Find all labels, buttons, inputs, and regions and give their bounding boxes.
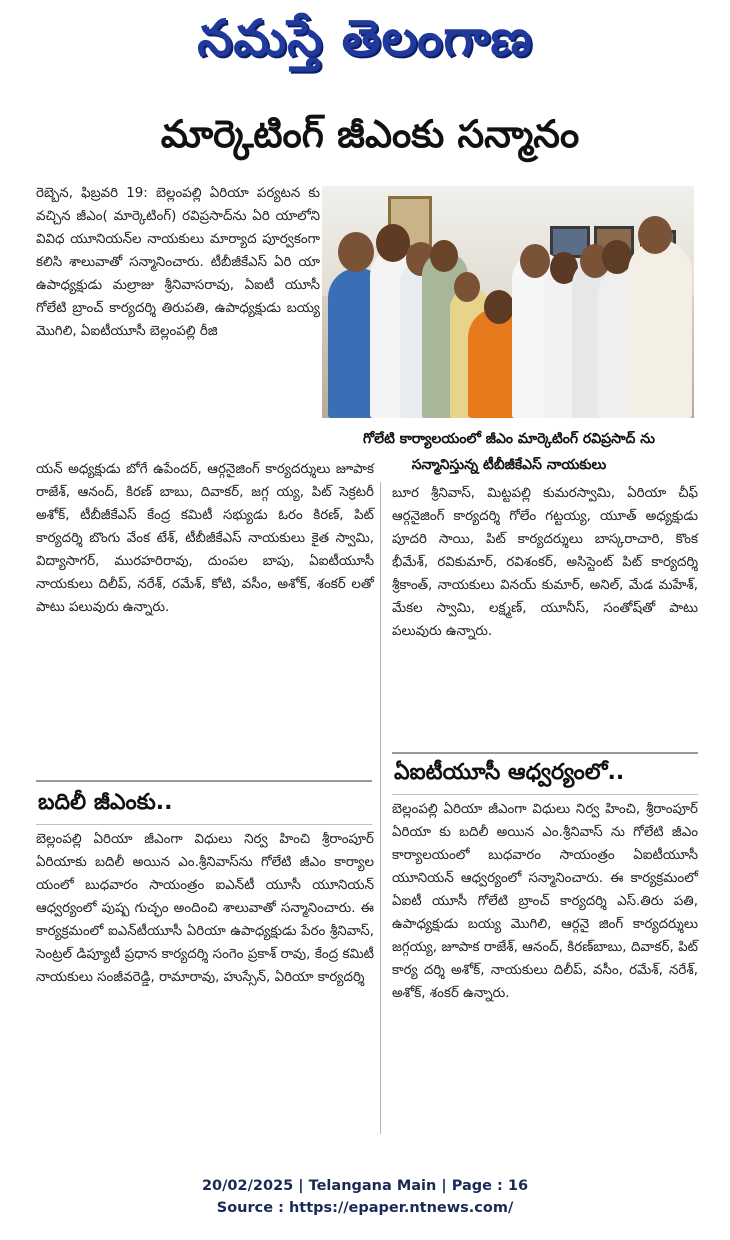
person-head — [338, 232, 374, 272]
section-rule — [36, 824, 372, 825]
article1-para-top: రెబ్బెన, ఫిబ్రవరి 19: బెల్లంపల్లి ఏరియా పర్యటన కు వచ్చిన జీఎం( మార్కెటింగ్) రవిప్రసాద్‌ను ఏరి యాలోని వివిధ యూనియన్‌ల నాయకులు మార్యాద పూర్వకంగా కలిసి శాలువాతో సన్మానించారు. టీబీజీకేఎస్ ఏరి యా ఉపాధ్యక్షుడు మల్రాజు శ్రీనివాసరావు, ఏఐటీ యూసీ గోలేటి బ్రాంచ్ కార్యదర్శి తిరుపతి, ఉపాధ్యక్షుడు బయ్య మొగిలి, ఏఐటీయూసీ బెల్లంపల్లి రీజి — [36, 186, 320, 339]
masthead — [130, 8, 600, 80]
person-figure — [628, 240, 692, 418]
section-rule — [392, 794, 698, 795]
headline: మార్కెటింగ్ జీఎంకు సన్మానం — [160, 112, 580, 156]
subhead-transfer-gm: బదిలీ జీఎంకు.. — [38, 790, 173, 815]
article2-body-column — [36, 828, 374, 989]
caption-line-2: సన్మానిస్తున్న టీబీజీకేఎస్ నాయకులు — [411, 457, 607, 473]
person-head — [520, 244, 550, 278]
person-head — [638, 216, 672, 254]
footer-source: Source : https://epaper.ntnews.com/ — [216, 1200, 514, 1216]
column-divider — [380, 482, 381, 1134]
article1-continued — [36, 458, 374, 619]
section-rule — [392, 752, 698, 754]
caption-line-1: గోలేటి కార్యాలయంలో జీఎం మార్కెటింగ్ రవిప్రసాద్ ను — [363, 431, 655, 447]
article1-para-right: బూర శ్రీనివాస్, మిట్టపల్లి కుమరస్వామి, ఏరియా చీఫ్ ఆర్గనైజింగ్ కార్యదర్శి గోలేం గట్టయ్య, యూత్ అధ్యక్షుడు పూదరి సాయి, పిట్ కార్యదర్శులు బాస్కరాచారి, కొంక భీమేశ్, రవికుమార్, రవిశంకర్, అసిస్టెంట్ పిట్ కార్యదర్శి శ్రీకాంత్, నాయకులు వినయ్ కుమార్, అనిల్, మేడ మహేశ్, మేకల స్వామి, లక్ష్మణ్, యూనీస్, సంతోష్‌తో పాటు పలువురు ఉన్నారు. — [392, 486, 698, 639]
subhead-aituc: ఏఐటీయూసీ ఆధ్వర్యంలో.. — [394, 760, 625, 785]
person-head — [454, 272, 480, 302]
news-photo — [322, 186, 694, 418]
section-rule — [36, 780, 372, 782]
seated-person-head — [484, 290, 514, 324]
person-head — [376, 224, 410, 262]
article3-body: బెల్లంపల్లి ఏరియా జీఎంగా విధులు నిర్వ హించి, శ్రీరాంపూర్ ఏరియా కు బదిలీ అయిన ఎం.శ్రీనివాస్ ను గోలేటి జీఎం కార్యాలయంలో బుధవారం సాయంత్రం ఏఐటీయూసీ యూనియన్ ఆధ్వర్యంలో సన్మానించారు. ఈ కార్యక్రమంలో ఏఐటీ యూసీ గోలేటి బ్రాంచ్ కార్యదర్శి ఎస్.తిరు పతి, ఉపాధ్యక్షుడు బయ్య మొగిలి, ఆర్గనై జింగ్ కార్యదర్శులు జగ్గయ్య, జూపాక రాజేశ్, ఆనంద్, కిరణ్‌బాబు, దివాకర్, పిట్ కార్య దర్శి అశోక్, నాయకులు దిలీప్, వసీం, రమేశ్, నరేశ్, అశోక్, శంకర్ ఉన్నారు. — [392, 802, 698, 1001]
article3-body-column — [392, 798, 698, 1005]
footer-dateline: 20/02/2025 | Telangana Main | Page : 16 — [201, 1178, 529, 1194]
article2-body: బెల్లంపల్లి ఏరియా జీఎంగా విధులు నిర్వ హించి శ్రీరాంపూర్ ఏరియాకు బదిలీ అయిన ఎం.శ్రీనివాస్‌ను గోలేటి జీఎం కార్యాల యంలో బుధవారం సాయంత్రం ఐఎన్‌టీ యూసీ యూనియన్ ఆధ్వర్యంలో పుష్ప గుచ్ఛం అందించి శాలువాతో సన్మానించారు. ఈ కార్యక్రమంలో ఐఎన్‌టీయూసీ ఏరియా ఉపాధ్యక్షుడు పేరం శ్రీనివాస్, సెంట్రల్ డిప్యూటీ ప్రధాన కార్యదర్శి సంగెం ప్రకాశ్ రావు, కేంద్ర కమిటీ నాయకులు సంజీవరెడ్డి, రామారావు, హుస్సేన్, ఏరియా కార్యదర్శి — [36, 832, 374, 985]
article1-right-column — [392, 482, 698, 643]
photo-caption — [322, 426, 696, 478]
article1-para-wide: యన్ అధ్యక్షుడు బోగే ఉపేందర్, ఆర్గనైజింగ్ కార్యదర్శులు జూపాక రాజేశ్, ఆనంద్, కిరణ్ బాబు, దివాకర్, జగ్గ య్య, పిట్ సెక్రటరీ అశోక్, టీబీజీకేఎస్ కేంద్ర కమిటీ సభ్యుడు ఓరం కిరణ్, పిట్ కార్యదర్శి బొంగు వేంక టేశ్, టీబీజీకేఎస్ నాయకులు కైత స్వామి, విద్యాసాగర్, మురహరిరావు, దుంపల బాపు, ఏఐటీయూసీ నాయకులు దిలీప్, నరేశ్, రమేశ్, కోటి, వసీం, అశోక్, శంకర్ లతో పాటు పలువురు ఉన్నారు. — [36, 462, 374, 615]
masthead-title: నమస్తే తెలంగాణ — [197, 8, 533, 67]
article1-lede — [36, 182, 320, 343]
person-head — [430, 240, 458, 272]
